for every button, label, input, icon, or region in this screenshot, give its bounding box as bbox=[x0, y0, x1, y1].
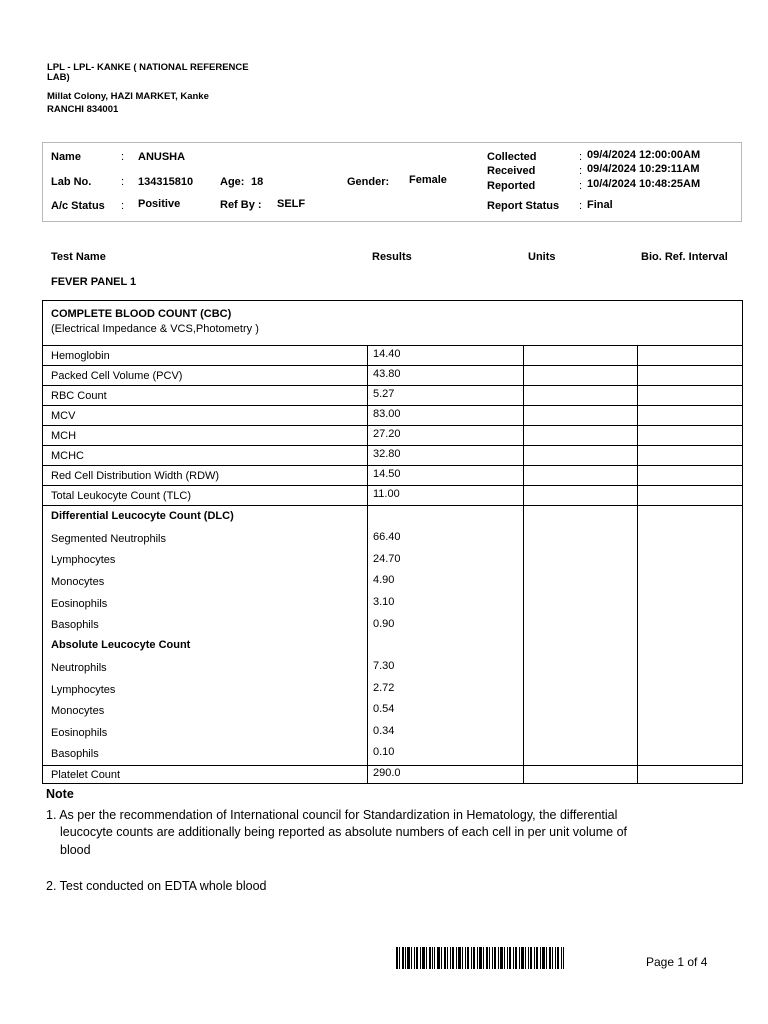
test-name: MCH bbox=[51, 430, 77, 442]
acstatus-value: Positive bbox=[138, 198, 181, 210]
note-item1-line1: 1. As per the recommendation of International council for Standardization in Hematology, the differential bbox=[46, 808, 618, 822]
alc-name: Neutrophils bbox=[51, 662, 107, 674]
platelet-name: Platelet Count bbox=[51, 769, 121, 781]
acstatus-colon: : bbox=[121, 200, 125, 212]
alc-result: 0.54 bbox=[373, 703, 395, 715]
results-table bbox=[42, 300, 743, 784]
test-result: 43.80 bbox=[373, 368, 401, 380]
test-result: 5.27 bbox=[373, 388, 395, 400]
labno-label: Lab No. bbox=[51, 176, 92, 188]
alc-result: 0.10 bbox=[373, 746, 395, 758]
test-name: Packed Cell Volume (PCV) bbox=[51, 370, 183, 382]
platelet-result: 290.0 bbox=[373, 767, 401, 779]
test-name: MCHC bbox=[51, 450, 84, 462]
reported-colon: : bbox=[579, 180, 583, 192]
alc-name: Basophils bbox=[51, 748, 99, 760]
dlc-name: Basophils bbox=[51, 619, 99, 631]
table-col-rule bbox=[367, 345, 368, 783]
col-results: Results bbox=[372, 251, 412, 263]
alc-name: Monocytes bbox=[51, 705, 105, 717]
patient-info-box bbox=[42, 142, 742, 222]
cbc-title: COMPLETE BLOOD COUNT (CBC) bbox=[51, 308, 232, 320]
alc-result: 2.72 bbox=[373, 682, 395, 694]
panel-name: FEVER PANEL 1 bbox=[51, 276, 137, 288]
note-item2: 2. Test conducted on EDTA whole blood bbox=[46, 879, 267, 893]
test-name: RBC Count bbox=[51, 390, 107, 402]
acstatus-label: A/c Status bbox=[51, 200, 105, 212]
barcode-icon bbox=[396, 947, 564, 969]
received-value: 09/4/2024 10:29:11AM bbox=[587, 163, 700, 175]
dlc-name: Monocytes bbox=[51, 576, 105, 588]
age-value: 18 bbox=[251, 176, 264, 188]
cbc-method: (Electrical Impedance & VCS,Photometry ) bbox=[51, 323, 259, 335]
dlc-result: 24.70 bbox=[373, 553, 401, 565]
report-status-label: Report Status bbox=[487, 200, 560, 212]
lab-address-line2: RANCHI 834001 bbox=[47, 104, 119, 115]
note-title: Note bbox=[46, 787, 74, 801]
labno-value: 134315810 bbox=[138, 176, 194, 188]
reported-value: 10/4/2024 10:48:25AM bbox=[587, 178, 701, 190]
gender-value: Female bbox=[409, 174, 447, 186]
dlc-result: 66.40 bbox=[373, 531, 401, 543]
test-name: Hemoglobin bbox=[51, 350, 110, 362]
received-label: Received bbox=[487, 165, 536, 177]
test-result: 14.50 bbox=[373, 468, 401, 480]
patient-name: ANUSHA bbox=[138, 151, 186, 163]
lab-name: LPL - LPL- KANKE ( NATIONAL REFERENCE LAB) bbox=[47, 62, 249, 83]
gender-label: Gender: bbox=[347, 176, 390, 188]
test-name: Red Cell Distribution Width (RDW) bbox=[51, 470, 220, 482]
collected-colon: : bbox=[579, 151, 583, 163]
dlc-result: 0.90 bbox=[373, 618, 395, 630]
name-label: Name bbox=[51, 151, 81, 163]
dlc-name: Lymphocytes bbox=[51, 554, 116, 566]
note-item1-line3: blood bbox=[60, 843, 91, 857]
alc-title: Absolute Leucocyte Count bbox=[51, 639, 191, 651]
note-item1-line2: leucocyte counts are additionally being reported as absolute numbers of each cell in per unit volume of bbox=[60, 825, 628, 839]
reported-label: Reported bbox=[487, 180, 536, 192]
lab-address-line1: Millat Colony, HAZI MARKET, Kanke bbox=[47, 91, 209, 102]
labno-colon: : bbox=[121, 176, 125, 188]
age-label: Age: bbox=[220, 176, 245, 188]
refby-value: SELF bbox=[277, 198, 306, 210]
refby-label: Ref By : bbox=[220, 199, 262, 211]
col-bio-ref: Bio. Ref. Interval bbox=[641, 251, 728, 263]
name-colon: : bbox=[121, 151, 125, 163]
test-name: MCV bbox=[51, 410, 76, 422]
test-result: 32.80 bbox=[373, 448, 401, 460]
page-number: Page 1 of 4 bbox=[646, 955, 708, 969]
alc-name: Lymphocytes bbox=[51, 684, 116, 696]
alc-result: 7.30 bbox=[373, 660, 395, 672]
dlc-title: Differential Leucocyte Count (DLC) bbox=[51, 510, 234, 522]
collected-label: Collected bbox=[487, 151, 537, 163]
collected-value: 09/4/2024 12:00:00AM bbox=[587, 149, 701, 161]
test-name: Total Leukocyte Count (TLC) bbox=[51, 490, 192, 502]
test-result: 27.20 bbox=[373, 428, 401, 440]
dlc-name: Eosinophils bbox=[51, 598, 108, 610]
dlc-result: 4.90 bbox=[373, 574, 395, 586]
report-status-value: Final bbox=[587, 199, 613, 211]
alc-name: Eosinophils bbox=[51, 727, 108, 739]
test-result: 14.40 bbox=[373, 348, 401, 360]
dlc-name: Segmented Neutrophils bbox=[51, 533, 166, 545]
test-result: 83.00 bbox=[373, 408, 401, 420]
table-col-rule bbox=[523, 345, 524, 783]
dlc-result: 3.10 bbox=[373, 596, 395, 608]
col-test-name: Test Name bbox=[51, 251, 106, 263]
received-colon: : bbox=[579, 165, 583, 177]
col-units: Units bbox=[528, 251, 556, 263]
report-status-colon: : bbox=[579, 200, 583, 212]
test-result: 11.00 bbox=[373, 488, 400, 500]
table-col-rule bbox=[637, 345, 638, 783]
alc-result: 0.34 bbox=[373, 725, 395, 737]
